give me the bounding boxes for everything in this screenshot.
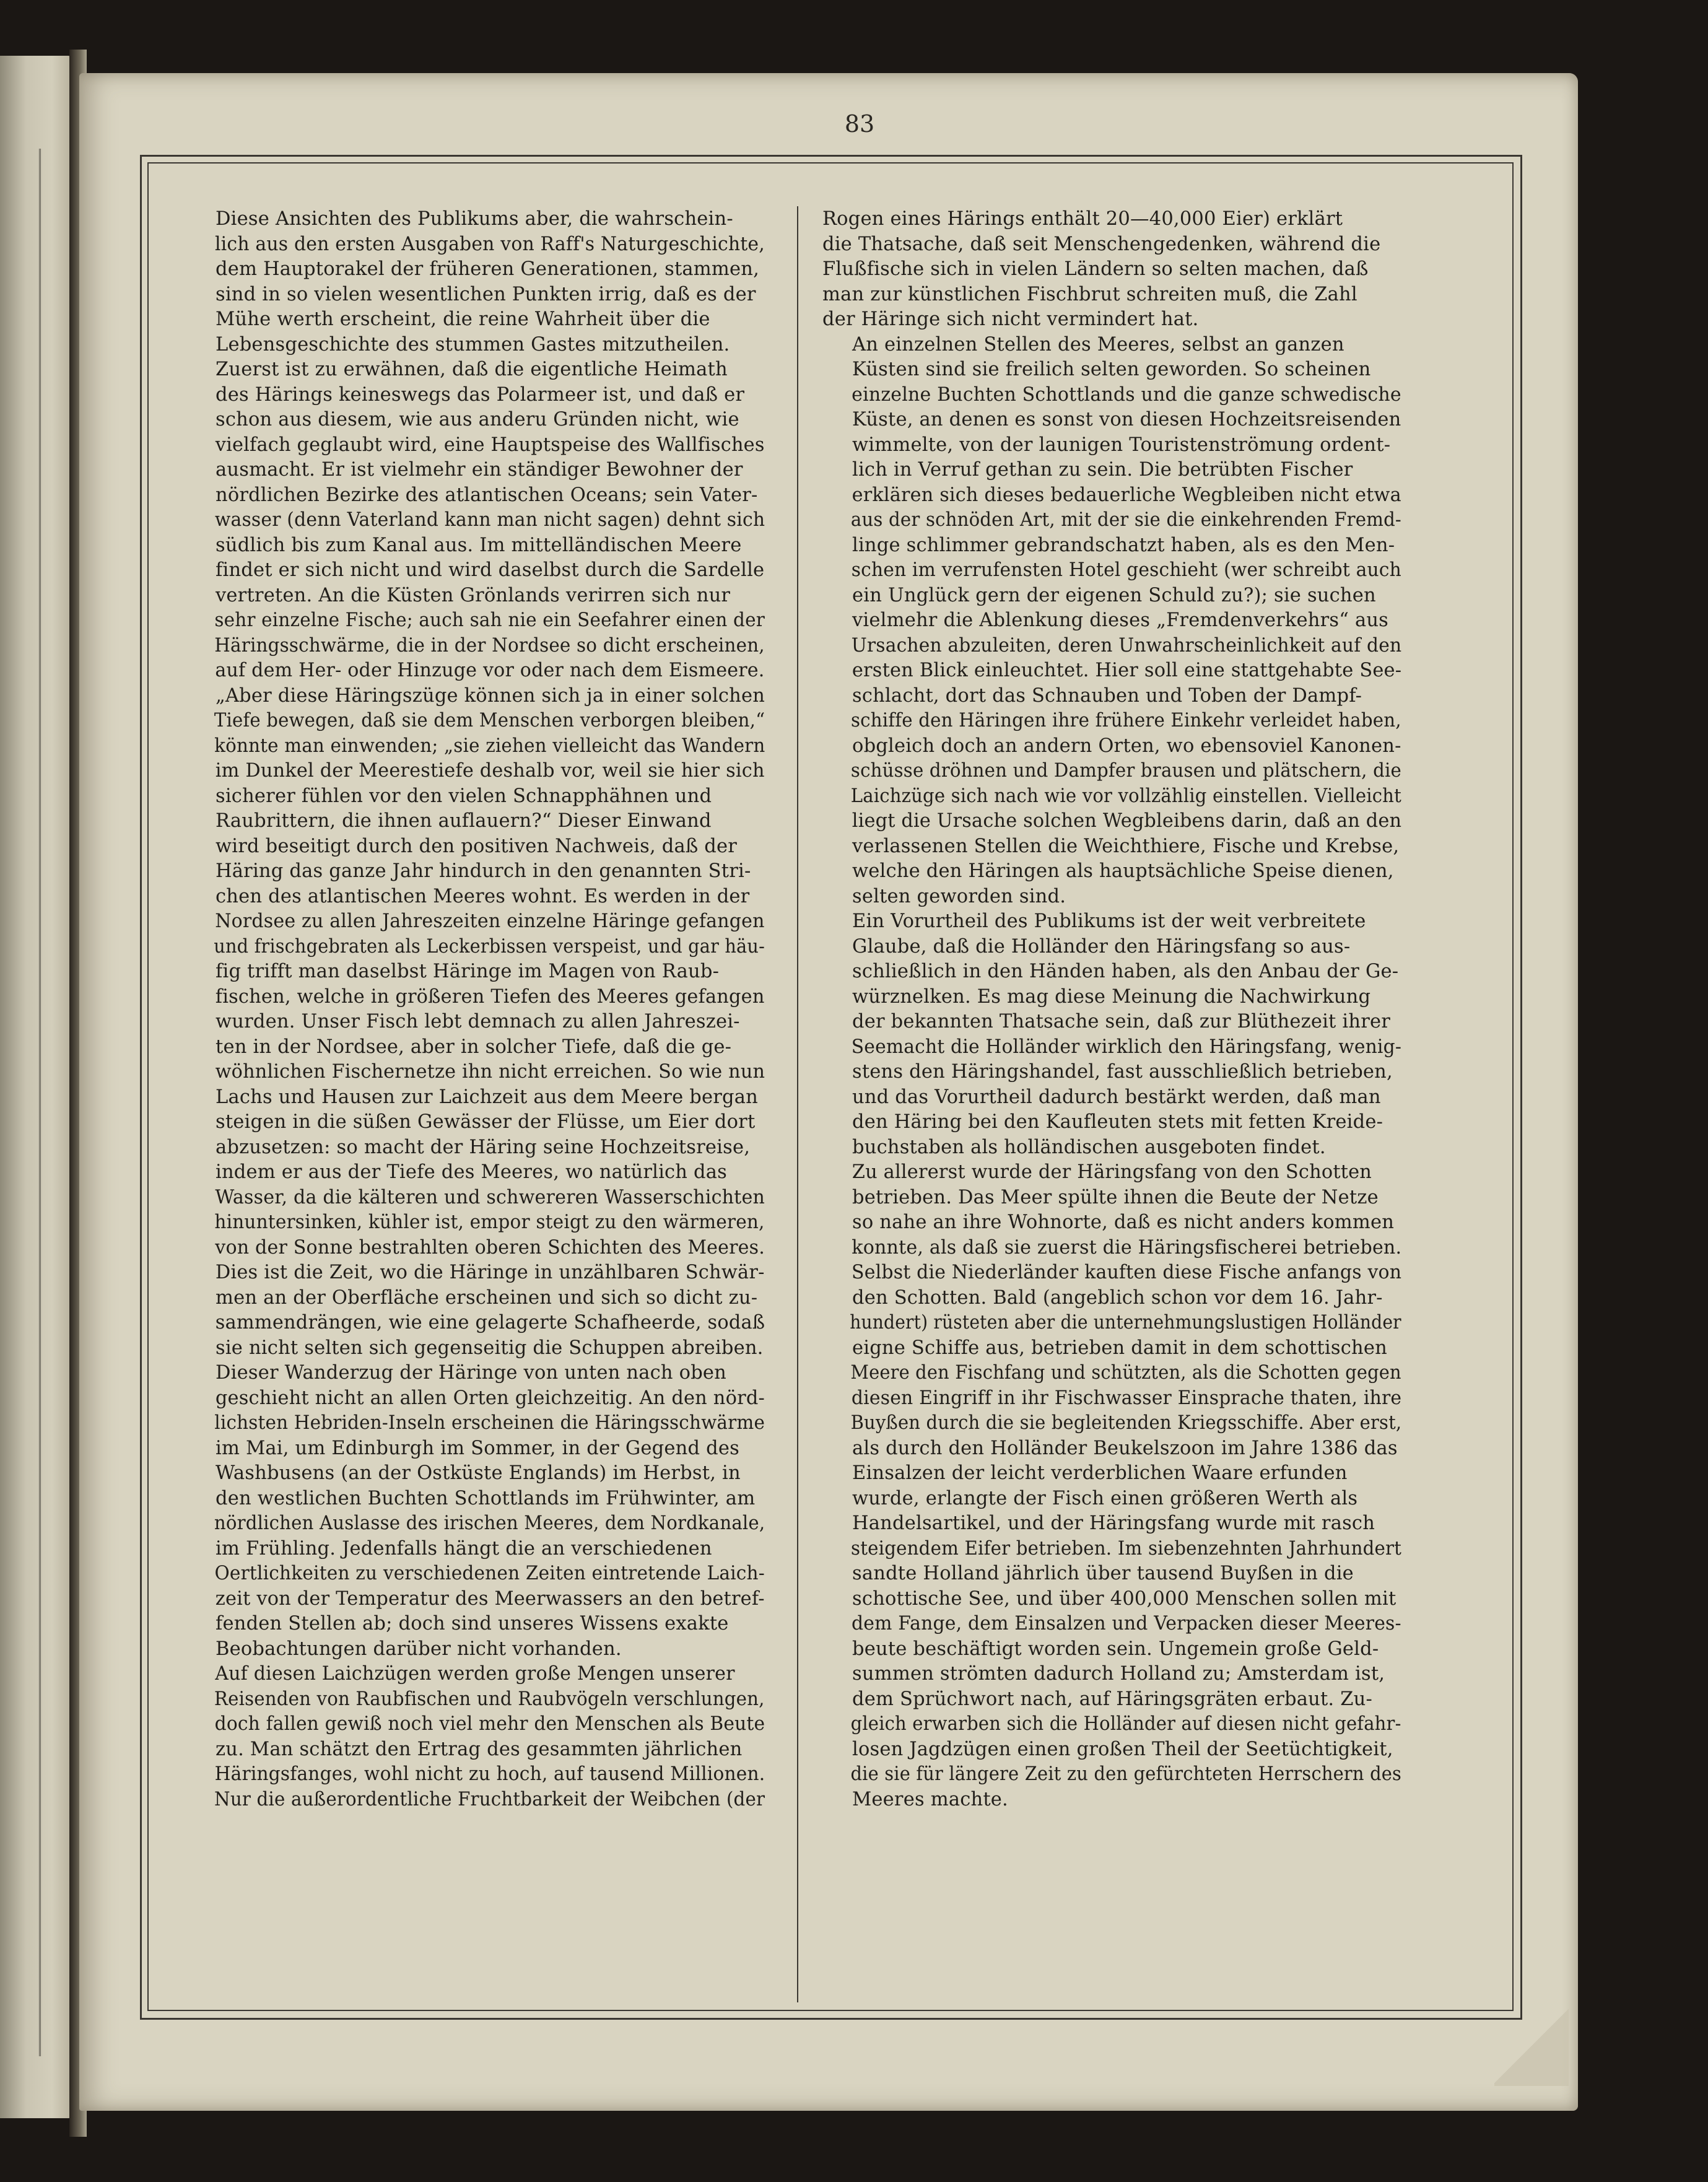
text-line: welche den Häringen als hauptsächliche Speise dienen, [852, 860, 1394, 882]
text-line: sammendrängen, wie eine gelagerte Schafheerde, sodaß [215, 1312, 765, 1333]
text-line: liegt die Ursache solchen Wegbleibens darin, daß an den [852, 810, 1402, 832]
paragraph [186, 1662, 765, 1812]
text-line: Handelsartikel, und der Häringsfang wurde mit rasch [852, 1512, 1375, 1534]
text-line: im Mai, um Edinburgh im Sommer, in der Gegend des [216, 1437, 739, 1459]
text-line: und das Vorurtheil dadurch bestärkt werden, daß man [852, 1086, 1381, 1108]
text-line: ausmacht. Er ist vielmehr ein ständiger Bewohner der [216, 459, 743, 481]
text-line: Reisenden von Raubfischen und Raubvögeln verschlungen, [214, 1688, 765, 1710]
text-line: Einsalzen der leicht verderblichen Waare erfunden [852, 1462, 1348, 1484]
text-line: man zur künstlichen Fischbrut schreiten muß, die Zahl [822, 283, 1357, 305]
text-line: nördlichen Auslasse des irischen Meeres, dem Nordkanale, [214, 1512, 765, 1534]
paragraph [186, 357, 765, 1361]
text-line: von der Sonne bestrahlten oberen Schichten des Meeres. [215, 1236, 765, 1259]
text-line: des Härings keineswegs das Polarmeer ist, und daß er [216, 383, 745, 406]
text-line: Beobachtungen darüber nicht vorhanden. [216, 1638, 622, 1660]
text-line: obgleich doch an andern Orten, wo ebensoviel Kanonen- [852, 735, 1401, 757]
text-line: südlich bis zum Kanal aus. Im mittelländischen Meere [216, 534, 742, 556]
text-line: konnte, als daß sie zuerst die Häringsfischerei betrieben. [852, 1236, 1402, 1259]
text-line: der bekannten Thatsache sein, daß zur Blüthezeit ihrer [852, 1011, 1390, 1032]
text-line: die sie für längere Zeit zu den gefürchteten Herrschern des [850, 1763, 1402, 1785]
text-line: sehr einzelne Fische; auch sah nie ein Seefahrer einen der [214, 609, 765, 631]
text-line: Diese Ansichten des Publikums aber, die wahrschein- [216, 208, 733, 230]
facing-page-frame [5, 149, 41, 2056]
text-line: einzelne Buchten Schottlands und die ganze schwedische [852, 383, 1401, 406]
text-line: den westlichen Buchten Schottlands im Frühwinter, am [216, 1487, 756, 1509]
text-line: stens den Häringshandel, fast ausschließlich betrieben, [852, 1061, 1393, 1083]
paragraph [186, 207, 765, 357]
text-line: Raubrittern, die ihnen auflauern?“ Dieser Einwand [216, 810, 712, 832]
text-line: Glaube, daß die Holländer den Häringsfang so aus- [852, 935, 1351, 958]
text-line: würznelken. Es mag diese Meinung die Nachwirkung [852, 985, 1371, 1008]
text-line: vertreten. An die Küsten Grönlands verirren sich nur [216, 584, 731, 606]
text-line: Häringsschwärme, die in der Nordsee so dicht erscheinen, [214, 634, 765, 657]
text-line: betrieben. Das Meer spülte ihnen die Beute der Netze [852, 1186, 1379, 1208]
page-number: 83 [844, 110, 875, 137]
paragraph [822, 207, 1401, 333]
text-line: wasser (denn Vaterland kann man nicht sagen) dehnt sich [214, 509, 765, 531]
text-line: den Häring bei den Kaufleuten stets mit fetten Kreide- [852, 1111, 1383, 1133]
text-line: hinuntersinken, kühler ist, empor steigt zu den wärmeren, [214, 1211, 765, 1233]
text-line: abzusetzen: so macht der Häring seine Hochzeitsreise, [216, 1136, 751, 1158]
text-line: Ursachen abzuleiten, deren Unwahrscheinlichkeit auf den [851, 634, 1402, 657]
text-line: lich in Verruf gethan zu sein. Die betrübten Fischer [852, 459, 1353, 481]
text-line: indem er aus der Tiefe des Meeres, wo natürlich das [216, 1161, 728, 1183]
text-line: doch fallen gewiß noch viel mehr den Menschen als Beute [214, 1713, 765, 1735]
text-line: Küste, an denen es sonst von diesen Hochzeitsreisenden [852, 409, 1401, 430]
text-line: sandte Holland jährlich über tausend Buyßen in die [852, 1563, 1354, 1584]
text-line: Meeres machte. [852, 1788, 1008, 1810]
text-line: men an der Oberfläche erscheinen und sich so dicht zu- [216, 1286, 758, 1309]
text-line: „Aber diese Häringszüge können sich ja in einer solchen [215, 684, 765, 707]
text-line: so nahe an ihre Wohnorte, daß es nicht anders kommen [852, 1211, 1395, 1233]
text-line: vielfach geglaubt wird, eine Hauptspeise des Wallfisches [215, 434, 765, 456]
text-line: eigne Schiffe aus, betrieben damit in dem schottischen [852, 1337, 1387, 1359]
text-line: Dieser Wanderzug der Häringe von unten nach oben [216, 1362, 727, 1384]
text-line: Selbst die Niederländer kauften diese Fische anfangs von [852, 1262, 1402, 1283]
text-line: Flußfische sich in vielen Ländern so selten machen, daß [822, 258, 1369, 280]
paragraph [822, 333, 1401, 910]
text-line: Buyßen durch die sie begleitenden Kriegsschiffe. Aber erst, [850, 1412, 1402, 1434]
text-line: steigendem Eifer betrieben. Im siebenzehnten Jahrhundert [851, 1537, 1402, 1560]
text-line: und frischgebraten als Leckerbissen verspeist, und gar häu- [214, 935, 765, 958]
text-line: wurde, erlangte der Fisch einen größeren Werth als [852, 1487, 1358, 1509]
text-line: ten in der Nordsee, aber in solcher Tiefe, daß die ge- [216, 1036, 732, 1058]
text-line: buchstaben als holländischen ausgeboten findet. [852, 1136, 1326, 1158]
text-line: Meere den Fischfang und schützten, als die Schotten gegen [850, 1362, 1401, 1384]
paragraph [822, 1160, 1401, 1812]
text-line: Wasser, da die kälteren und schwereren Wasserschichten [215, 1186, 765, 1208]
text-line: Oertlichkeiten zu verschiedenen Zeiten eintretende Laich- [214, 1563, 765, 1584]
text-line: könnte man einwenden; „sie ziehen vielleicht das Wandern [214, 735, 765, 757]
text-line: sind in so vielen wesentlichen Punkten irrig, daß es der [216, 283, 756, 305]
text-line: Lebensgeschichte des stummen Gastes mitzutheilen. [216, 333, 730, 356]
paragraph [186, 1361, 765, 1662]
text-line: Nur die außerordentliche Fruchtbarkeit der Weibchen (der [214, 1788, 765, 1810]
text-line: vielmehr die Ablenkung dieses „Fremdenverkehrs“ aus [852, 609, 1389, 631]
text-line: findet er sich nicht und wird daselbst durch die Sardelle [216, 559, 765, 581]
text-line: beute beschäftigt worden sein. Ungemein große Geld- [852, 1638, 1379, 1660]
text-line: fischen, welche in größeren Tiefen des Meeres gefangen [215, 985, 765, 1008]
text-line: Zu allererst wurde der Häringsfang von den Schotten [852, 1161, 1372, 1183]
text-column-left [186, 207, 765, 1812]
text-line: schlacht, dort das Schnauben und Toben der Dampf- [852, 684, 1362, 707]
text-line: schottische See, und über 400,000 Menschen sollen mit [852, 1587, 1396, 1610]
text-line: dem Sprüchwort nach, auf Häringsgräten erbaut. Zu- [852, 1688, 1372, 1710]
text-line: selten geworden sind. [852, 885, 1066, 907]
text-line: diesen Eingriff in ihr Fischwasser Einsprache thaten, ihre [851, 1387, 1402, 1409]
text-line: Lachs und Hausen zur Laichzeit aus dem Meere bergan [216, 1086, 758, 1108]
text-line: Washbusens (an der Ostküste Englands) im Herbst, in [216, 1462, 741, 1484]
text-line: An einzelnen Stellen des Meeres, selbst an ganzen [852, 333, 1344, 356]
text-line: Seemacht die Holländer wirklich den Häringsfang, wenig- [851, 1036, 1402, 1058]
text-line: lichsten Hebriden-Inseln erscheinen die Häringsschwärme [214, 1412, 765, 1434]
text-line: dem Fange, dem Einsalzen und Verpacken dieser Meeres- [851, 1613, 1401, 1634]
text-line: Häringsfanges, wohl nicht zu hoch, auf tausend Millionen. [214, 1763, 765, 1785]
text-line: Mühe werth erscheint, die reine Wahrheit über die [216, 308, 710, 330]
text-line: gleich erwarben sich die Holländer auf diesen nicht gefahr- [850, 1713, 1401, 1735]
text-line: schon aus diesem, wie aus anderu Gründen nicht, wie [216, 409, 739, 430]
text-line: den Schotten. Bald (angeblich schon vor dem 16. Jahr- [852, 1286, 1383, 1309]
text-line: schüsse dröhnen und Dampfer brausen und plätschern, die [850, 760, 1401, 782]
page-corner-fold [1494, 2005, 1569, 2086]
text-line: Zuerst ist zu erwähnen, daß die eigentliche Heimath [216, 359, 728, 380]
text-line: Nordsee zu allen Jahreszeiten einzelne Häringe gefangen [215, 910, 765, 932]
text-line: summen strömten dadurch Holland zu; Amsterdam ist, [852, 1663, 1385, 1685]
text-line: geschieht nicht an allen Orten gleichzeitig. An den nörd- [215, 1387, 765, 1409]
text-line: fig trifft man daselbst Häringe im Magen von Raub- [216, 961, 720, 982]
text-line: lich aus den ersten Ausgaben von Raff's Naturgeschichte, [214, 233, 765, 255]
text-line: erklären sich dieses bedauerliche Wegbleiben nicht etwa [852, 484, 1401, 506]
text-line: schen im verrufensten Hotel geschieht (wer schreibt auch [851, 559, 1401, 581]
text-line: losen Jagdzügen einen großen Theil der Seetüchtigkeit, [852, 1738, 1393, 1760]
text-column-right [822, 207, 1401, 1812]
text-line: aus der schnöden Art, mit der sie die einkehrenden Fremd- [850, 509, 1401, 531]
text-line: sie nicht selten sich gegenseitig die Schuppen abreiben. [216, 1337, 764, 1359]
text-line: chen des atlantischen Meeres wohnt. Es werden in der [216, 885, 750, 907]
text-line: Tiefe bewegen, daß sie dem Menschen verborgen bleiben,“ [214, 710, 765, 731]
text-line: Rogen eines Härings enthält 20—40,000 Eier) erklärt [822, 208, 1343, 230]
text-line: wird beseitigt durch den positiven Nachweis, daß der [216, 835, 738, 857]
text-line: zu. Man schätzt den Ertrag des gesammten jährlichen [216, 1738, 743, 1760]
text-line: Ein Vorurtheil des Publikums ist der weit verbreitete [852, 910, 1366, 932]
text-line: hundert) rüsteten aber die unternehmungslustigen Holländer [850, 1312, 1401, 1333]
text-line: Häring das ganze Jahr hindurch in den genannten Stri- [216, 860, 751, 882]
text-line: im Dunkel der Meerestiefe deshalb vor, weil sie hier sich [215, 760, 765, 782]
text-line: sicherer fühlen vor den vielen Schnapphähnen und [216, 785, 712, 807]
text-line: linge schlimmer gebrandschatzt haben, als es den Men- [852, 534, 1395, 556]
text-line: die Thatsache, daß seit Menschengedenken, während die [822, 233, 1381, 255]
text-line: fenden Stellen ab; doch sind unseres Wissens exakte [216, 1613, 729, 1634]
text-line: der Häringe sich nicht vermindert hat. [822, 308, 1199, 330]
text-line: schließlich in den Händen haben, als den Anbau der Ge- [852, 961, 1399, 982]
text-line: steigen in die süßen Gewässer der Flüsse, um Eier dort [216, 1111, 756, 1133]
text-line: Laichzüge sich nach wie vor vollzählig einstellen. Vielleicht [850, 785, 1401, 807]
text-line: ersten Blick einleuchtet. Hier soll eine stattgehabte See- [852, 660, 1402, 681]
text-line: verlassenen Stellen die Weichthiere, Fische und Krebse, [852, 835, 1400, 857]
text-line: Auf diesen Laichzügen werden große Mengen unserer [215, 1663, 735, 1685]
book-page [79, 73, 1578, 2111]
text-line: auf dem Her- oder Hinzuge vor oder nach dem Eismeere. [215, 660, 765, 681]
text-line: wöhnlichen Fischernetze ihn nicht erreichen. So wie nun [215, 1061, 765, 1083]
text-line: Dies ist die Zeit, wo die Häringe in unzählbaren Schwär- [215, 1262, 765, 1283]
text-line: nördlichen Bezirke des atlantischen Oceans; sein Vater- [216, 484, 758, 506]
text-line: im Frühling. Jedenfalls hängt die an verschiedenen [216, 1537, 712, 1560]
text-line: dem Hauptorakel der früheren Generationen, stammen, [216, 258, 760, 280]
text-line: Küsten sind sie freilich selten geworden. So scheinen [852, 359, 1371, 380]
text-line: wimmelte, von der launigen Touristenströmung ordent- [852, 434, 1391, 456]
text-line: schiffe den Häringen ihre frühere Einkehr verleidet haben, [850, 710, 1401, 731]
paragraph [822, 909, 1401, 1160]
column-divider [797, 206, 798, 2002]
text-line: wurden. Unser Fisch lebt demnach zu allen Jahreszei- [216, 1011, 740, 1032]
text-line: zeit von der Temperatur des Meerwassers an den betref- [215, 1587, 765, 1610]
facing-page-edge [0, 56, 74, 2118]
text-line: ein Unglück gern der eigenen Schuld zu?); sie suchen [852, 584, 1376, 606]
text-line: als durch den Holländer Beukelszoon im Jahre 1386 das [852, 1437, 1398, 1459]
